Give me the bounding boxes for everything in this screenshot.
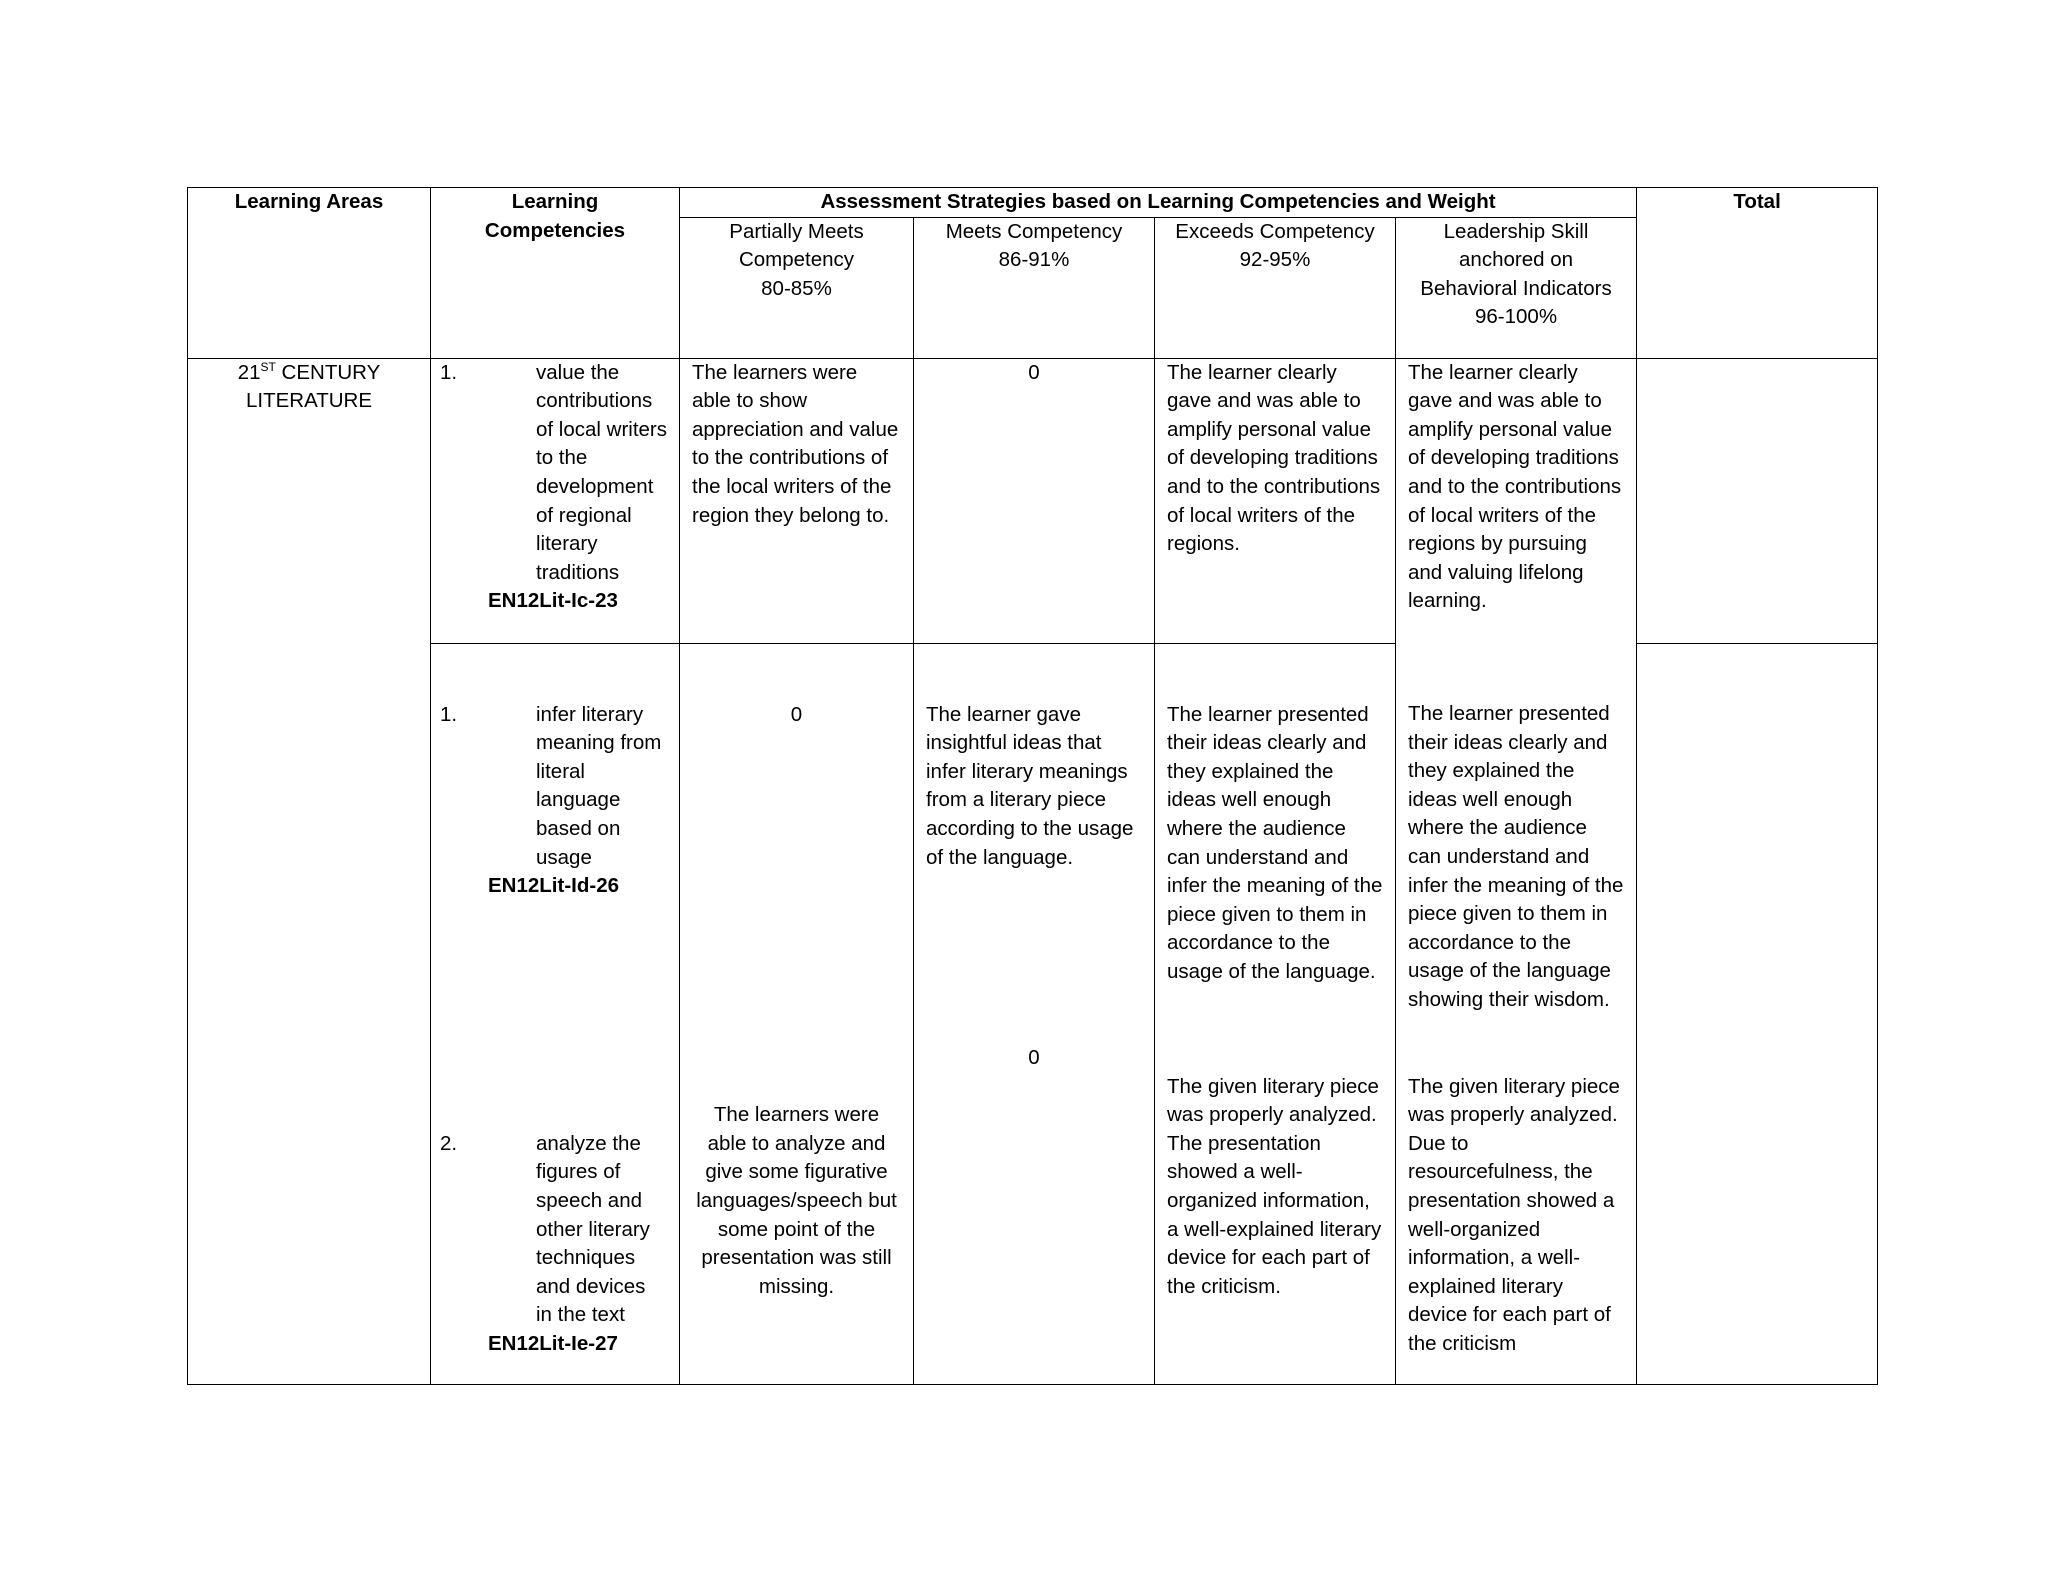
spacer [1167,644,1383,701]
header-meets [914,217,1155,358]
competency-item [440,359,668,588]
partially-meets-percent: 80-85% [761,276,832,300]
leadership-label: Leadership Skill anchored on Behavioral Indicators [1420,219,1612,300]
exceeds-label: Exceeds Competency [1175,219,1375,243]
exceeds-cell: The learner clearly gave and was able to amplify personal value of developing traditions and to the contributions of local writers of the regions. [1155,358,1396,643]
header-leadership [1396,217,1637,358]
leadership-cell: The learner clearly gave and was able to amplify personal value of developing traditions and to the contributions of local writers of the regions by pursuing and valuing lifelong learning. [1396,358,1637,643]
exceeds-value: The learner presented their ideas clearly and they explained the ideas well enough where the audience can understand and infer the meaning of the piece given to them in accordance to the usage of the language. [1167,702,1383,983]
leadership-value: The learner presented their ideas clearly and they explained the ideas well enough where the audience can understand and infer the meaning of the piece given to them in accordance to the usage of the language showing their wisdom. [1408,702,1624,1012]
header-learning-areas: Learning Areas [188,188,431,359]
table-row [188,358,1878,643]
exceeds-cell [1155,643,1396,1384]
meets-value: 0 [1028,1046,1040,1070]
total-cell [1637,358,1878,643]
leadership-value: The given literary piece was properly analyzed. Due to resourcefulness, the presentation showed a well-organized information, a well-explained literary device for each part of the criticism [1408,1074,1620,1355]
competency-code: EN12Lit-Ic-23 [488,589,618,613]
partially-cell [680,643,914,1384]
exceeds-value: The given literary piece was properly analyzed. The presentation showed a well-organized information, a well-explained literary device for each part of the criticism. [1167,1074,1382,1298]
competency-text: value the contributions of local writers to the development of regional literary traditions [536,360,668,584]
competency-number: 1. [440,360,458,384]
spacer [488,644,667,701]
rubric-table [187,187,1878,1385]
spacer [1408,1015,1624,1073]
meets-percent: 86-91% [998,248,1070,272]
meets-value: The learner gave insightful ideas that infer literary meanings from a literary piece according to the usage of the language. [926,702,1134,869]
competency-code: EN12Lit-Id-26 [488,874,619,898]
exceeds-percent: 92-95% [1239,248,1311,272]
header-partially-meets [680,217,914,358]
spacer [488,901,667,1130]
partially-value: The learners were able to analyze and give some figurative languages/speech but some point of the presentation was still missing. [696,1103,897,1298]
competency-item [440,1130,667,1330]
header-total: Total [1637,188,1878,359]
meets-label: Meets Competency [945,219,1123,243]
competency-text: infer literary meaning from literal language based on usage [536,702,662,869]
learning-area-name: CENTURY LITERATURE [245,360,381,413]
partially-value: 0 [790,702,803,726]
total-cell [1637,643,1878,1384]
spacer [926,872,1142,1044]
spacer [1167,987,1383,1073]
spacer [692,644,901,701]
competency-number: 2. [440,1131,458,1155]
spacer [692,729,901,1101]
learning-area-num: 21 [237,360,261,384]
table-row [188,643,1878,1384]
partially-meets-label: Partially Meets Competency [729,219,864,272]
leadership-percent: 96-100% [1474,305,1558,329]
learning-area-cell [188,358,431,1384]
competency-number: 1. [440,702,458,726]
spacer [1408,643,1624,700]
competency-cell [431,358,680,643]
competency-text: analyze the figures of speech and other literary techniques and devices in the text [536,1131,650,1327]
partially-cell: The learners were able to show appreciation and value to the contributions of the local writers of the region they belong to. [680,358,914,643]
header-assessment-strategies: Assessment Strategies based on Learning Competencies and Weight [680,188,1637,218]
leadership-cell [1396,643,1637,1384]
competency-item [440,701,667,873]
meets-cell [914,643,1155,1384]
competency-cell [431,643,680,1384]
header-row [188,188,1878,218]
header-learning-competencies: Learning Competencies [431,188,680,359]
learning-area-sup: ST [260,359,276,374]
competency-code: EN12Lit-Ie-27 [488,1331,618,1355]
spacer [926,644,1142,701]
meets-cell: 0 [914,358,1155,643]
header-exceeds [1155,217,1396,358]
